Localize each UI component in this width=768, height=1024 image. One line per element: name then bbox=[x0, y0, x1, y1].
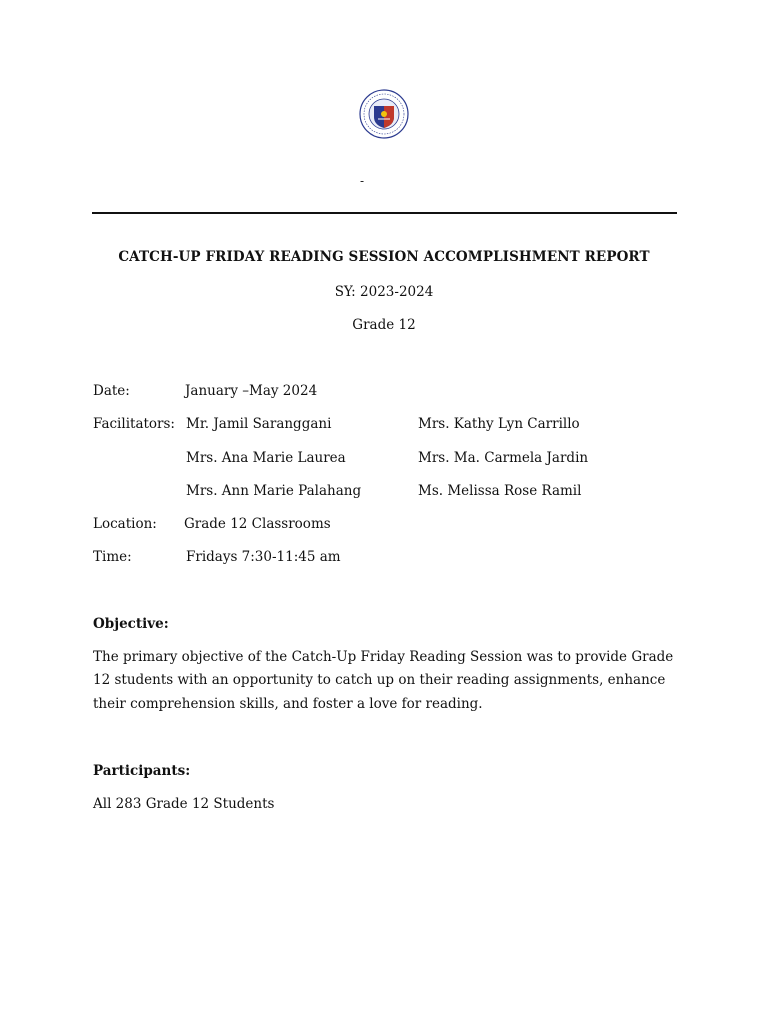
facilitator-name: Mrs. Kathy Lyn Carrillo bbox=[418, 416, 580, 432]
facilitators-label: Facilitators: bbox=[93, 416, 175, 432]
grade-level: Grade 12 bbox=[352, 317, 416, 333]
date-value: January –May 2024 bbox=[185, 383, 318, 399]
time-label: Time: bbox=[93, 549, 132, 565]
participants-heading: Participants: bbox=[93, 763, 191, 779]
facilitator-name: Mrs. Ma. Carmela Jardin bbox=[418, 450, 589, 466]
facilitator-name: Mr. Jamil Saranggani bbox=[186, 416, 332, 432]
location-label: Location: bbox=[93, 516, 157, 532]
time-value: Fridays 7:30-11:45 am bbox=[186, 549, 341, 565]
facilitator-name: Ms. Melissa Rose Ramil bbox=[418, 483, 582, 499]
report-title: CATCH-UP FRIDAY READING SESSION ACCOMPLISHMENT REPORT bbox=[118, 249, 650, 265]
facilitator-name: Mrs. Ana Marie Laurea bbox=[186, 450, 346, 466]
header-divider bbox=[92, 212, 677, 214]
objective-text: The primary objective of the Catch-Up Friday Reading Session was to provide Grade 12 students with an opportunity to catch up on their reading assignments, enhance their comprehension skills, and foster a love for reading. bbox=[93, 649, 674, 712]
objective-heading: Objective: bbox=[93, 616, 169, 632]
date-label: Date: bbox=[93, 383, 130, 399]
location-value: Grade 12 Classrooms bbox=[184, 516, 331, 532]
deped-seal-icon bbox=[359, 89, 409, 139]
school-year: SY: 2023-2024 bbox=[334, 284, 434, 300]
participants-text: All 283 Grade 12 Students bbox=[93, 796, 275, 812]
header-dash: - bbox=[359, 174, 365, 188]
facilitator-name: Mrs. Ann Marie Palahang bbox=[186, 483, 362, 499]
